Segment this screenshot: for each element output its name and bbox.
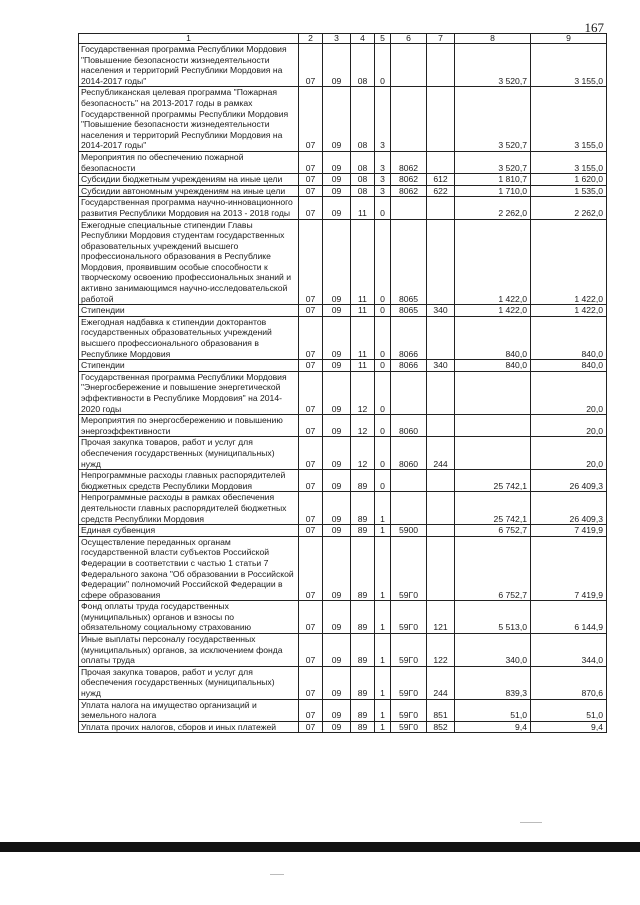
row-cell: [427, 525, 455, 537]
budget-table: [78, 33, 607, 733]
row-cell: 852: [427, 721, 455, 733]
row-cell: 9,4: [455, 721, 531, 733]
row-cell: [391, 87, 427, 152]
row-label: Фонд оплаты труда государственных (муниципальных) органов и взносы по обязательному социальному страхованию: [79, 601, 299, 634]
row-cell: 12: [351, 371, 375, 414]
table-row: [79, 699, 607, 721]
row-cell: 1 422,0: [531, 305, 607, 317]
row-cell: 07: [299, 525, 323, 537]
row-cell: 89: [351, 492, 375, 525]
row-cell: 7 419,9: [531, 536, 607, 601]
row-cell: 89: [351, 470, 375, 492]
row-cell: 09: [323, 666, 351, 699]
row-cell: 09: [323, 219, 351, 305]
row-cell: 20,0: [531, 437, 607, 470]
row-cell: 09: [323, 470, 351, 492]
row-cell: 51,0: [455, 699, 531, 721]
row-cell: 07: [299, 437, 323, 470]
table-row: [79, 87, 607, 152]
row-cell: 8065: [391, 305, 427, 317]
row-cell: [391, 197, 427, 219]
row-cell: 09: [323, 360, 351, 372]
row-cell: 20,0: [531, 415, 607, 437]
row-cell: 07: [299, 536, 323, 601]
row-cell: 59Г0: [391, 634, 427, 667]
row-cell: 20,0: [531, 371, 607, 414]
row-cell: 09: [323, 492, 351, 525]
row-cell: 340: [427, 360, 455, 372]
row-cell: [391, 470, 427, 492]
row-cell: 07: [299, 415, 323, 437]
column-header: 3: [323, 34, 351, 44]
table-row: [79, 492, 607, 525]
table-row: [79, 197, 607, 219]
row-label: Государственная программа Республики Мордовия "Энергосбережение и повышение энергетической эффективности в Республике Мордовия" на 2014-2020 годы: [79, 371, 299, 414]
row-cell: 11: [351, 219, 375, 305]
row-cell: 0: [375, 360, 391, 372]
row-cell: 09: [323, 371, 351, 414]
row-cell: 07: [299, 151, 323, 173]
column-header: 1: [79, 34, 299, 44]
row-cell: 1: [375, 699, 391, 721]
row-cell: 840,0: [455, 360, 531, 372]
row-cell: [427, 470, 455, 492]
row-cell: [427, 492, 455, 525]
row-cell: 1 535,0: [531, 185, 607, 197]
row-cell: 0: [375, 44, 391, 87]
row-cell: 3 520,7: [455, 87, 531, 152]
row-label: Государственная программа Республики Мордовия "Повышение безопасности жизнедеятельности населения и территорий Республики Мордовия на 2014-2017 годы": [79, 44, 299, 87]
row-label: Субсидии бюджетным учреждениям на иные цели: [79, 174, 299, 186]
row-cell: 26 409,3: [531, 470, 607, 492]
row-cell: 12: [351, 415, 375, 437]
row-label: Ежегодная надбавка к стипендии докторантов государственных образовательных учреждений высшего профессионального образования в Республике Мордовия: [79, 316, 299, 359]
table-row: [79, 185, 607, 197]
scan-mark: [520, 822, 542, 823]
row-cell: 0: [375, 219, 391, 305]
row-cell: 11: [351, 360, 375, 372]
row-cell: 26 409,3: [531, 492, 607, 525]
table-row: [79, 525, 607, 537]
row-cell: 8062: [391, 174, 427, 186]
row-cell: 09: [323, 634, 351, 667]
scan-border: [0, 842, 640, 852]
row-cell: 6 752,7: [455, 525, 531, 537]
row-cell: 09: [323, 536, 351, 601]
row-cell: 07: [299, 492, 323, 525]
column-header: 7: [427, 34, 455, 44]
row-cell: 622: [427, 185, 455, 197]
row-cell: 1 710,0: [455, 185, 531, 197]
row-label: Прочая закупка товаров, работ и услуг для обеспечения государственных (муниципальных) нужд: [79, 666, 299, 699]
table-row: [79, 316, 607, 359]
row-cell: 851: [427, 699, 455, 721]
column-header: 2: [299, 34, 323, 44]
row-cell: 3 155,0: [531, 151, 607, 173]
row-cell: 89: [351, 666, 375, 699]
row-cell: 1: [375, 525, 391, 537]
table-row: [79, 437, 607, 470]
row-cell: 59Г0: [391, 536, 427, 601]
row-cell: 121: [427, 601, 455, 634]
row-cell: [391, 44, 427, 87]
row-cell: 122: [427, 634, 455, 667]
row-cell: 840,0: [531, 316, 607, 359]
row-cell: 8062: [391, 151, 427, 173]
row-cell: 5900: [391, 525, 427, 537]
row-cell: [427, 316, 455, 359]
row-cell: 07: [299, 219, 323, 305]
row-cell: 0: [375, 197, 391, 219]
row-cell: 59Г0: [391, 666, 427, 699]
row-cell: 51,0: [531, 699, 607, 721]
row-cell: [427, 219, 455, 305]
row-cell: 09: [323, 316, 351, 359]
row-label: Мероприятия по энергосбережению и повышению энергоэффективности: [79, 415, 299, 437]
row-label: Субсидии автономным учреждениям на иные цели: [79, 185, 299, 197]
row-cell: 6 144,9: [531, 601, 607, 634]
row-label: Ежегодные специальные стипендии Главы Республики Мордовия студентам государственных образовательных учреждений высшего профессионального образования в Республике Мордовия, проявившим особые способности к творческому освоению профессиональных знаний и активно занимающимся научно-исследовательской работой: [79, 219, 299, 305]
row-cell: 3: [375, 151, 391, 173]
row-cell: 08: [351, 44, 375, 87]
row-cell: 3 155,0: [531, 87, 607, 152]
row-cell: 1 620,0: [531, 174, 607, 186]
table-row: [79, 721, 607, 733]
table-row: [79, 219, 607, 305]
row-cell: 07: [299, 44, 323, 87]
row-cell: 59Г0: [391, 699, 427, 721]
table-row: [79, 305, 607, 317]
table-row: [79, 601, 607, 634]
row-cell: 1: [375, 492, 391, 525]
table-row: [79, 360, 607, 372]
row-cell: 12: [351, 437, 375, 470]
column-header: 8: [455, 34, 531, 44]
row-cell: 59Г0: [391, 601, 427, 634]
row-cell: [427, 151, 455, 173]
row-cell: 09: [323, 174, 351, 186]
row-label: Государственная программа научно-инновационного развития Республики Мордовия на 2013 - 2018 годы: [79, 197, 299, 219]
row-cell: 6 752,7: [455, 536, 531, 601]
row-cell: 07: [299, 197, 323, 219]
scan-mark: [270, 874, 284, 875]
row-cell: 07: [299, 185, 323, 197]
row-cell: 1 422,0: [531, 219, 607, 305]
row-cell: 0: [375, 371, 391, 414]
row-cell: 09: [323, 699, 351, 721]
row-cell: 89: [351, 601, 375, 634]
column-header: 9: [531, 34, 607, 44]
row-cell: 840,0: [531, 360, 607, 372]
row-label: Мероприятия по обеспечению пожарной безопасности: [79, 151, 299, 173]
row-cell: [427, 87, 455, 152]
row-cell: 3 520,7: [455, 151, 531, 173]
row-label: Стипендии: [79, 360, 299, 372]
row-cell: 07: [299, 87, 323, 152]
row-cell: 8065: [391, 219, 427, 305]
column-header-row: [79, 34, 607, 44]
row-cell: 09: [323, 525, 351, 537]
row-cell: 07: [299, 470, 323, 492]
row-cell: 3: [375, 185, 391, 197]
table-row: [79, 151, 607, 173]
row-cell: [391, 492, 427, 525]
row-label: Республиканская целевая программа "Пожарная безопасность" на 2013-2017 годы в рамках Государственной программы Республики Мордовия "Повышение безопасности жизнедеятельности населения и территорий Республики Мордовия на 2014-2017 годы": [79, 87, 299, 152]
row-cell: 8066: [391, 316, 427, 359]
row-cell: 09: [323, 151, 351, 173]
table-row: [79, 415, 607, 437]
row-cell: 59Г0: [391, 721, 427, 733]
page-number: 167: [584, 20, 604, 35]
row-cell: 07: [299, 699, 323, 721]
table-row: [79, 634, 607, 667]
row-cell: 89: [351, 634, 375, 667]
row-cell: [455, 415, 531, 437]
row-label: Уплата прочих налогов, сборов и иных платежей: [79, 721, 299, 733]
row-cell: 0: [375, 470, 391, 492]
row-cell: [391, 371, 427, 414]
row-label: Непрограммные расходы главных распорядителей бюджетных средств Республики Мордовия: [79, 470, 299, 492]
row-cell: 0: [375, 316, 391, 359]
row-cell: 89: [351, 536, 375, 601]
table-row: [79, 44, 607, 87]
row-cell: 870,6: [531, 666, 607, 699]
row-cell: 09: [323, 87, 351, 152]
row-cell: 07: [299, 360, 323, 372]
row-cell: 89: [351, 721, 375, 733]
row-cell: 07: [299, 666, 323, 699]
row-cell: 07: [299, 721, 323, 733]
row-cell: 09: [323, 305, 351, 317]
row-cell: [427, 371, 455, 414]
row-label: Непрограммные расходы в рамках обеспечения деятельности главных распорядителей бюджетных средств Республики Мордовия: [79, 492, 299, 525]
row-cell: 244: [427, 437, 455, 470]
column-header: 5: [375, 34, 391, 44]
row-cell: 0: [375, 415, 391, 437]
row-cell: 3 520,7: [455, 44, 531, 87]
row-cell: 07: [299, 601, 323, 634]
row-cell: 840,0: [455, 316, 531, 359]
row-label: Иные выплаты персоналу государственных (муниципальных) органов, за исключением фонда оплаты труда: [79, 634, 299, 667]
table-row: [79, 666, 607, 699]
row-label: Стипендии: [79, 305, 299, 317]
row-cell: 244: [427, 666, 455, 699]
row-cell: 3 155,0: [531, 44, 607, 87]
row-cell: 344,0: [531, 634, 607, 667]
row-cell: 2 262,0: [531, 197, 607, 219]
row-cell: 08: [351, 174, 375, 186]
row-cell: 340: [427, 305, 455, 317]
row-cell: 839,3: [455, 666, 531, 699]
row-cell: 340,0: [455, 634, 531, 667]
row-cell: 09: [323, 721, 351, 733]
row-cell: 07: [299, 174, 323, 186]
row-cell: 09: [323, 197, 351, 219]
row-cell: [427, 415, 455, 437]
row-cell: 0: [375, 305, 391, 317]
column-header: 4: [351, 34, 375, 44]
row-cell: 0: [375, 437, 391, 470]
row-cell: 5 513,0: [455, 601, 531, 634]
row-cell: 09: [323, 437, 351, 470]
row-cell: 8066: [391, 360, 427, 372]
row-cell: 1: [375, 601, 391, 634]
row-cell: [455, 371, 531, 414]
row-cell: 25 742,1: [455, 492, 531, 525]
row-cell: [427, 536, 455, 601]
row-cell: 25 742,1: [455, 470, 531, 492]
table-body: [79, 44, 607, 733]
row-label: Осуществление переданных органам государственной власти субъектов Российской Федерации в соответствии с частью 1 статьи 7 Федерального закона "Об образовании в Российской Федерации" полномочий Российской Федерации в сфере образования: [79, 536, 299, 601]
table-row: [79, 174, 607, 186]
row-cell: 08: [351, 151, 375, 173]
row-cell: 1: [375, 536, 391, 601]
row-cell: 08: [351, 87, 375, 152]
row-cell: 1: [375, 666, 391, 699]
row-label: Единая субвенция: [79, 525, 299, 537]
row-cell: 612: [427, 174, 455, 186]
row-cell: 07: [299, 316, 323, 359]
row-cell: 1: [375, 634, 391, 667]
row-cell: 08: [351, 185, 375, 197]
row-cell: 11: [351, 305, 375, 317]
table-row: [79, 470, 607, 492]
row-cell: 1 422,0: [455, 219, 531, 305]
row-label: Уплата налога на имущество организаций и земельного налога: [79, 699, 299, 721]
row-cell: 1 810,7: [455, 174, 531, 186]
row-cell: [427, 197, 455, 219]
row-cell: 11: [351, 197, 375, 219]
row-cell: 09: [323, 44, 351, 87]
row-cell: [455, 437, 531, 470]
row-cell: 11: [351, 316, 375, 359]
row-cell: 09: [323, 415, 351, 437]
row-cell: 07: [299, 305, 323, 317]
row-label: Прочая закупка товаров, работ и услуг для обеспечения государственных (муниципальных) нужд: [79, 437, 299, 470]
row-cell: 89: [351, 525, 375, 537]
row-cell: 07: [299, 634, 323, 667]
row-cell: 09: [323, 185, 351, 197]
row-cell: 8060: [391, 437, 427, 470]
row-cell: 2 262,0: [455, 197, 531, 219]
row-cell: 8060: [391, 415, 427, 437]
row-cell: 09: [323, 601, 351, 634]
row-cell: 3: [375, 87, 391, 152]
table-row: [79, 536, 607, 601]
row-cell: 7 419,9: [531, 525, 607, 537]
row-cell: 07: [299, 371, 323, 414]
column-header: 6: [391, 34, 427, 44]
row-cell: [427, 44, 455, 87]
row-cell: 89: [351, 699, 375, 721]
row-cell: 1: [375, 721, 391, 733]
row-cell: 8062: [391, 185, 427, 197]
row-cell: 3: [375, 174, 391, 186]
row-cell: 1 422,0: [455, 305, 531, 317]
table-row: [79, 371, 607, 414]
row-cell: 9,4: [531, 721, 607, 733]
